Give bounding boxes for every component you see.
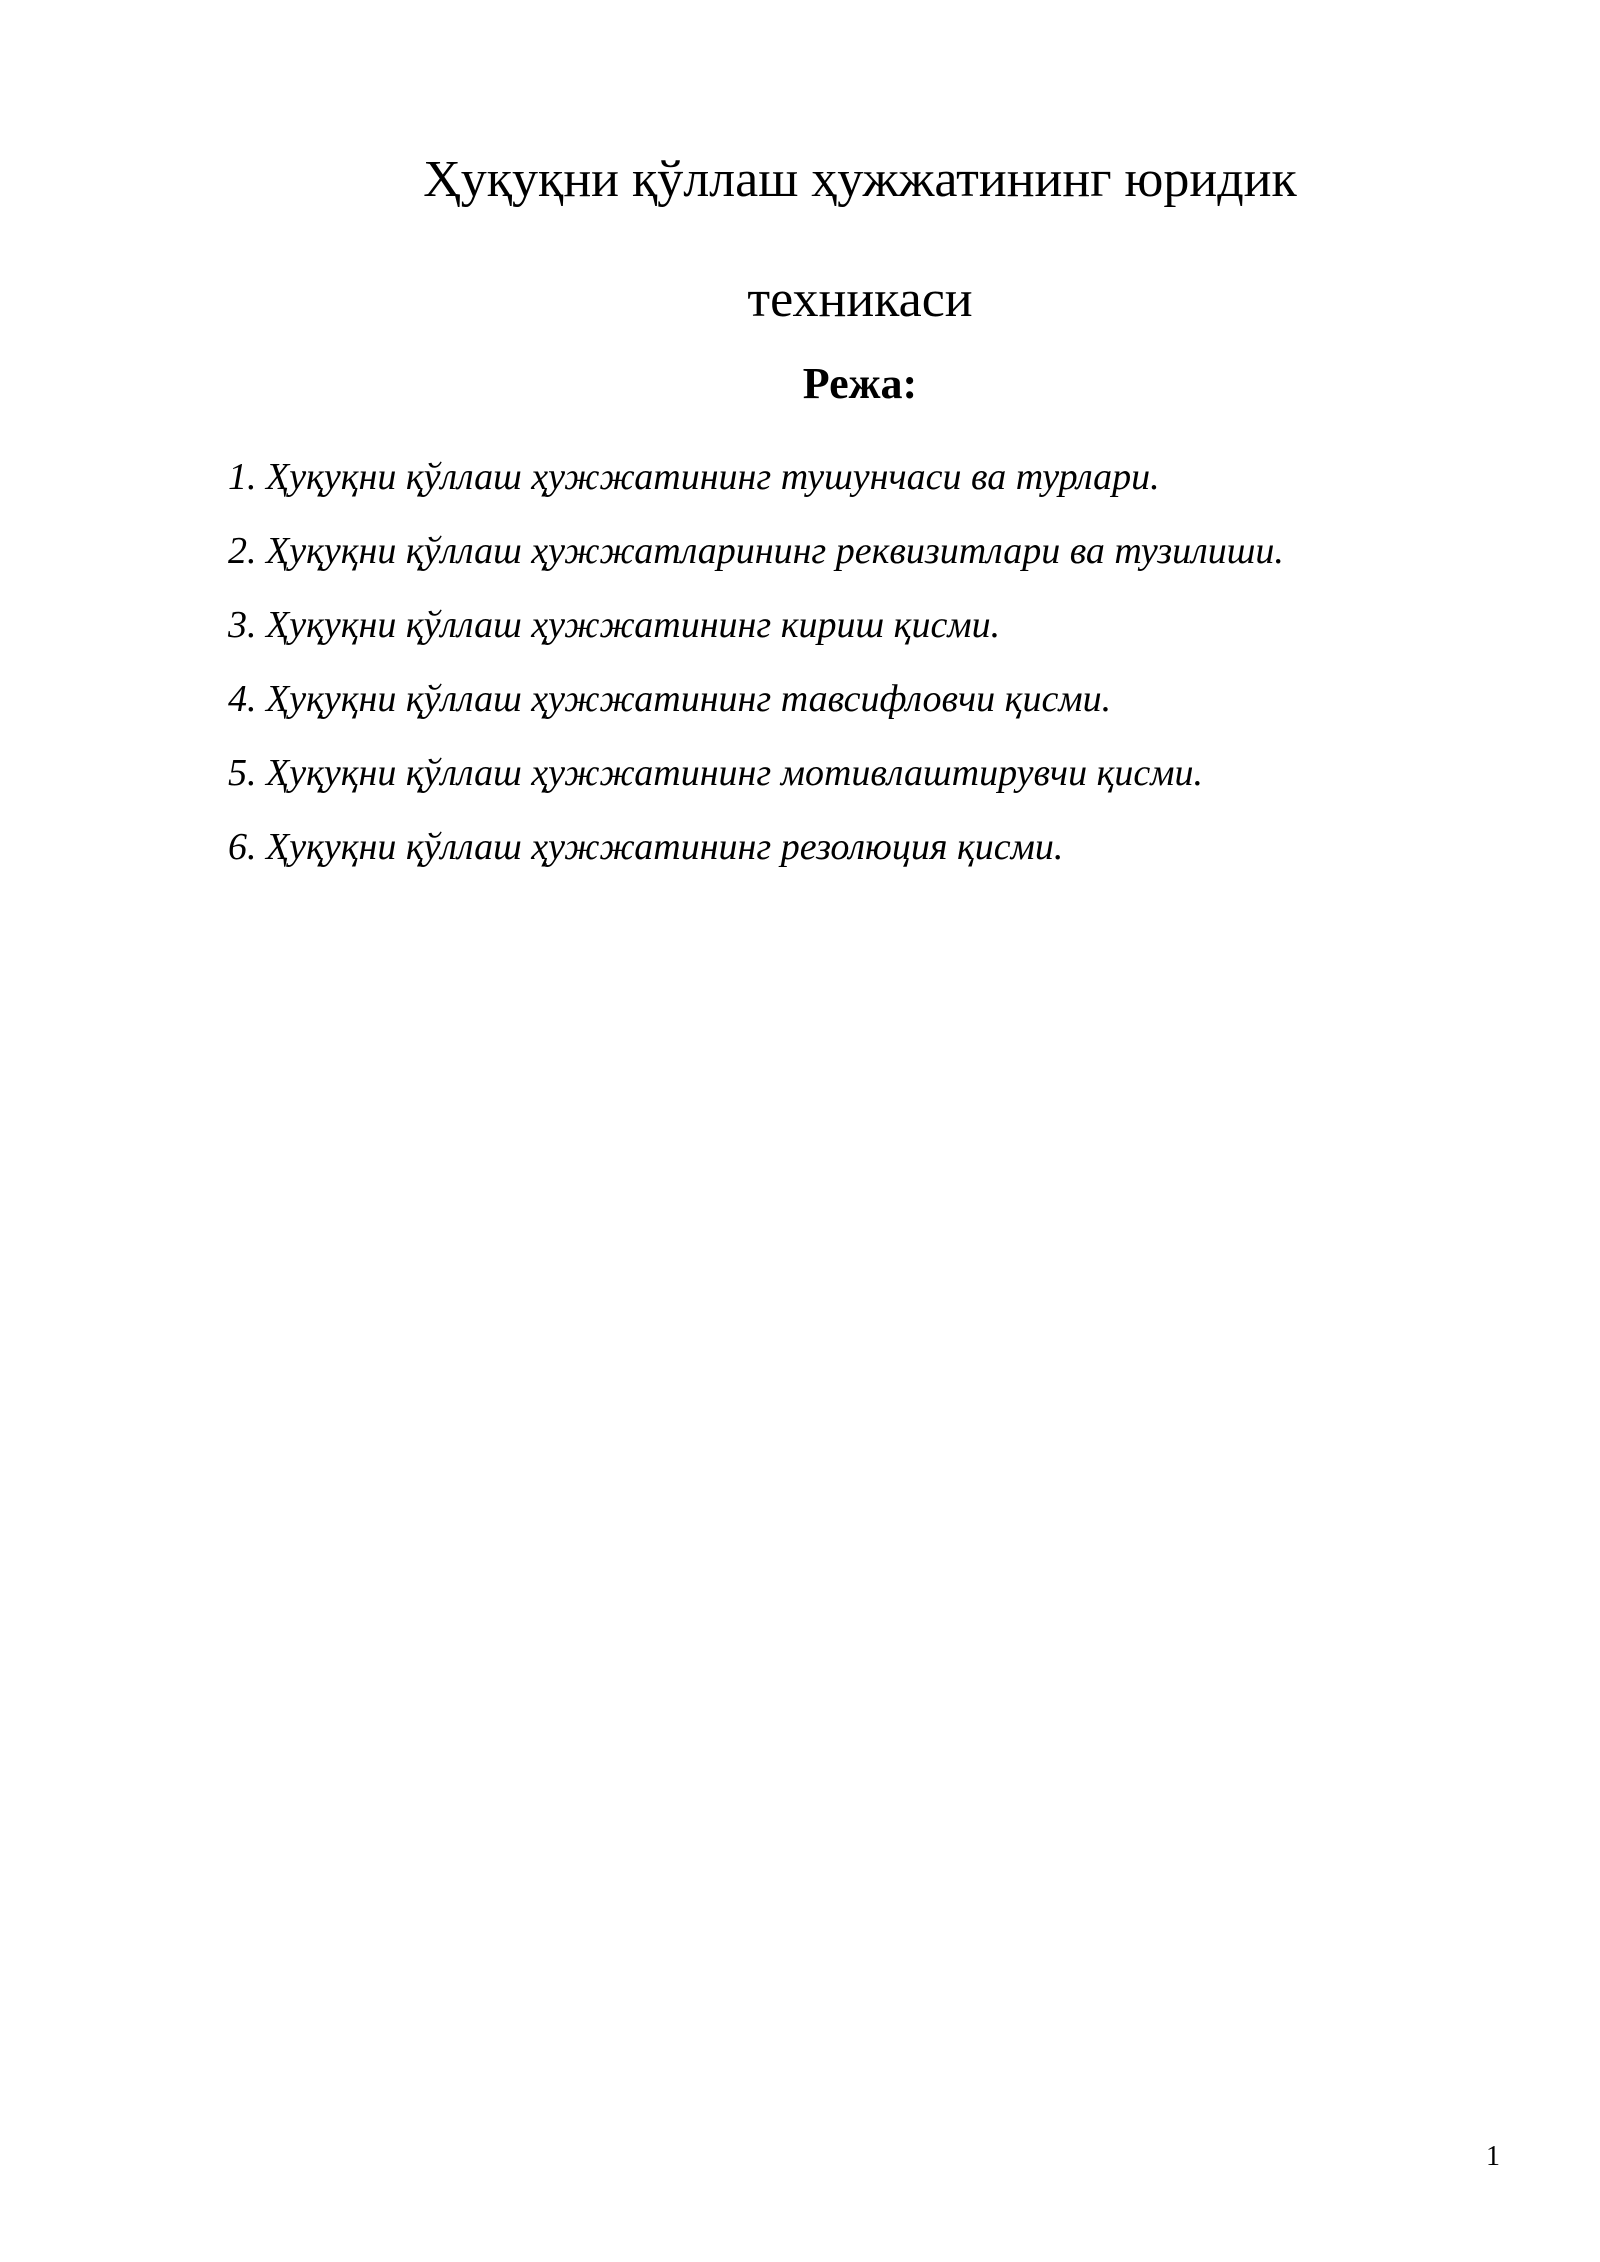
document-title <box>230 150 1490 330</box>
plan-item-text: Ҳуқуқни қўллаш ҳужжатининг тушунчаси ва турлари. <box>266 456 1160 498</box>
plan-item-number: 1. <box>228 456 257 498</box>
plan-item-number: 3. <box>228 604 257 646</box>
plan-item <box>228 514 1478 588</box>
plan-item-text: Ҳуқуқни қўллаш ҳужжатининг мотивлаштирувчи қисми. <box>266 752 1203 794</box>
plan-item-number: 4. <box>228 678 257 720</box>
title-line-2: техникаси <box>747 271 973 328</box>
plan-item <box>228 588 1478 662</box>
plan-item-number: 2. <box>228 530 257 572</box>
plan-item <box>228 440 1478 514</box>
plan-heading: Режа: <box>802 359 918 408</box>
title-line-1: Ҳуқуқни қўллаш ҳужжатининг юридик <box>423 151 1297 208</box>
plan-item <box>228 662 1478 736</box>
plan-item-text: Ҳуқуқни қўллаш ҳужжатларининг реквизитлари ва тузилиши. <box>266 530 1284 572</box>
plan-item <box>228 810 1478 884</box>
plan-item-text: Ҳуқуқни қўллаш ҳужжатининг резолюция қисми. <box>266 826 1064 868</box>
plan-item-text: Ҳуқуқни қўллаш ҳужжатининг кириш қисми. <box>266 604 1001 646</box>
plan-item-number: 6. <box>228 826 257 868</box>
plan-item-text: Ҳуқуқни қўллаш ҳужжатининг тавсифловчи қисми. <box>266 678 1112 720</box>
plan-list <box>228 440 1478 884</box>
page-number: 1 <box>1486 2141 1500 2172</box>
plan-item <box>228 736 1478 810</box>
plan-item-number: 5. <box>228 752 257 794</box>
